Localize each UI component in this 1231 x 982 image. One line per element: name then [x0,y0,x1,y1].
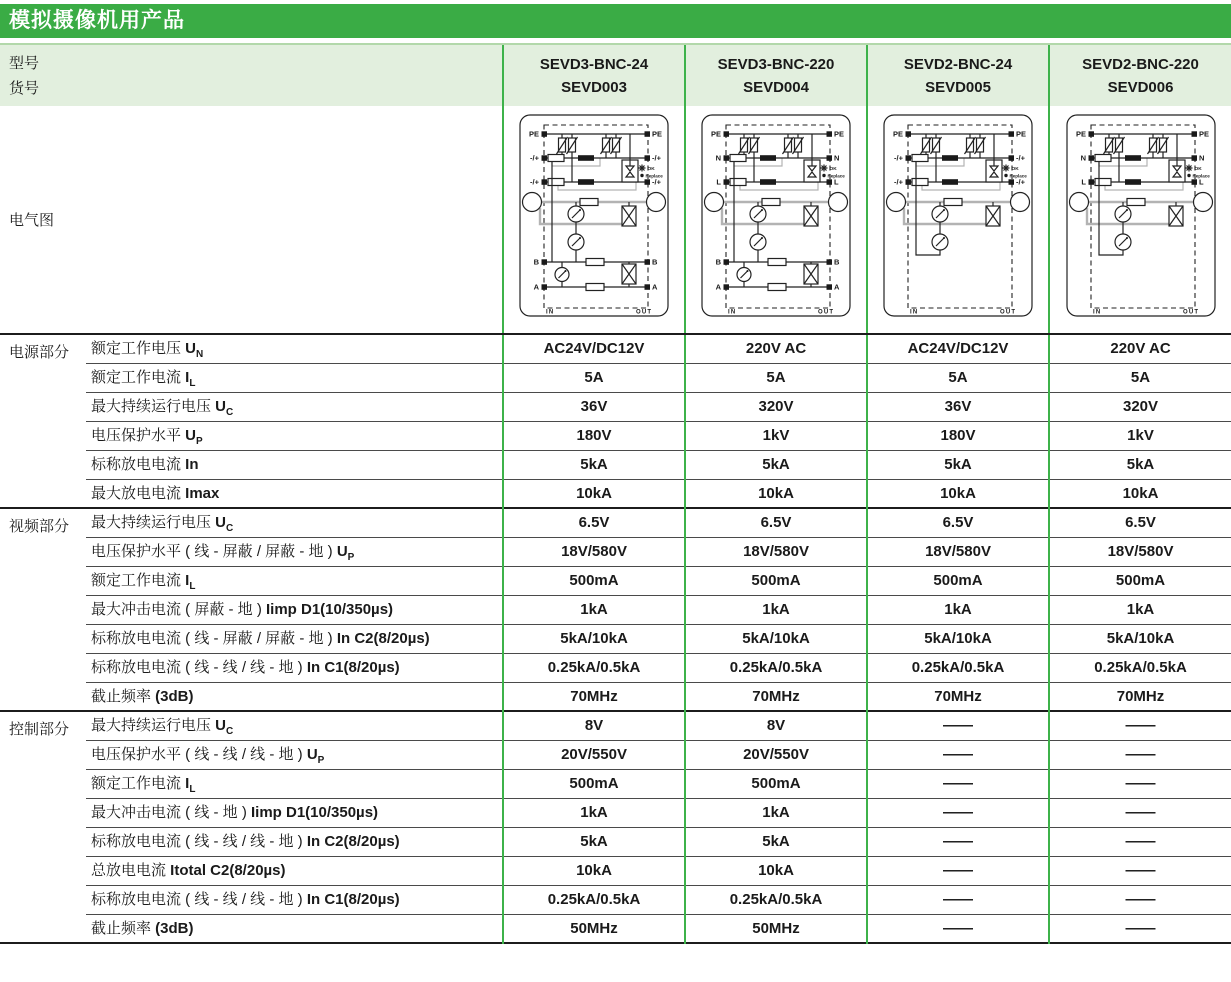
param-label-zh: 最大持续运行电压 [91,398,216,415]
spec-row [0,595,1231,624]
spec-row [0,740,1231,769]
diagram-in-label: IN [1092,309,1101,316]
param-label-subscript: C [226,726,234,738]
terminal-label-right: N [1198,153,1204,163]
value-cell: 20V/550V [685,740,867,769]
param-label [86,334,503,363]
value-cell: AC24V/DC12V [867,334,1049,363]
value-cell: 0.25kA/0.5kA [503,885,685,914]
value-cell: 1kA [867,595,1049,624]
spec-row [0,682,1231,711]
terminal-label-left: PE [1075,129,1086,139]
param-label-zh: 标称放电电流 ( 线 - 线 / 线 - 地 ) [91,833,307,850]
value-cell: 5kA [1049,450,1231,479]
value-cell: 18V/580V [503,537,685,566]
param-label-zh: 额定工作电流 [91,775,186,792]
diagram-out-label: OUT [1000,309,1017,316]
terminal-label-left: A [533,282,540,292]
circuit-diagram-cell-0 [503,106,685,334]
terminal-label-left: PE [529,129,540,139]
spec-row [0,914,1231,943]
terminal-label-left: PE [893,129,904,139]
value-cell: 1kA [1049,595,1231,624]
value-cell: 1kV [685,421,867,450]
param-label-symbol: U [306,746,318,763]
param-label-symbol: Imax [185,484,220,502]
value-cell: 5A [1049,363,1231,392]
param-label [86,624,503,653]
param-label-subscript: N [196,349,204,361]
part-number: SEVD006 [1107,78,1174,96]
spec-row [0,479,1231,508]
spec-row [0,711,1231,740]
model-number: SEVD3-BNC-220 [717,55,835,73]
param-label-symbol: Iimp D1(10/350µs) [251,804,379,821]
circuit-diagram-svg [514,112,674,322]
param-label-zh: 最大冲击电流 ( 线 - 地 ) [91,804,251,821]
value-cell: 5kA [685,450,867,479]
param-label-symbol: Iimp D1(10/350µs) [266,601,394,618]
param-label [86,798,503,827]
value-cell: —— [1049,798,1231,827]
param-label-zh: 标称放电电流 [91,456,186,473]
model-number: SEVD2-BNC-220 [1082,55,1199,73]
section-label-2: 控制部分 [0,711,86,943]
value-cell: 10kA [503,856,685,885]
value-cell: 500mA [503,566,685,595]
param-label-subscript: P [196,436,203,447]
param-label [86,537,503,566]
terminal-label-right: -/+ [1016,177,1025,187]
value-cell: —— [1049,827,1231,856]
param-label-symbol: (3dB) [155,687,194,705]
param-label-symbol: (3dB) [155,919,194,937]
value-cell: 5kA [503,827,685,856]
model-row-label: 型号 [9,54,40,72]
indicator-ok-label: OK [1194,167,1202,172]
indicator-replace-label: Replace [827,173,845,179]
terminal-label-left: -/+ [530,177,540,187]
terminal-label-right: L [834,177,839,187]
param-label-zh: 截止频率 [91,687,156,705]
indicator-ok-label: OK [647,167,655,172]
value-cell: 10kA [503,479,685,508]
param-label-symbol: I [185,775,190,792]
spec-row [0,334,1231,363]
spec-row [0,798,1231,827]
param-label [86,363,503,392]
value-cell: 5kA [867,450,1049,479]
spec-row [0,363,1231,392]
value-cell: 5kA/10kA [867,624,1049,653]
terminal-label-right: L [1198,177,1204,187]
model-number: SEVD3-BNC-24 [539,55,649,73]
value-cell: —— [1049,856,1231,885]
value-cell: —— [867,856,1049,885]
indicator-ok-label: OK [829,167,837,172]
value-cell: 1kV [1049,421,1231,450]
param-label-zh: 标称放电电流 ( 线 - 线 / 线 - 地 ) [91,659,307,676]
value-cell: 0.25kA/0.5kA [685,653,867,682]
spec-row [0,885,1231,914]
value-cell: 500mA [503,769,685,798]
diagram-in-label: IN [728,309,737,316]
terminal-label-right: -/+ [1016,153,1025,163]
value-cell: 18V/580V [685,537,867,566]
param-label-symbol: I [185,369,190,386]
param-label-symbol: In C1(8/20µs) [306,891,400,908]
param-label-symbol: In C1(8/20µs) [306,659,400,676]
diagram-out-label: OUT [1182,309,1199,316]
value-cell: —— [867,914,1049,943]
param-label [86,421,503,450]
diagram-out-label: OUT [636,309,653,316]
value-cell: AC24V/DC12V [503,334,685,363]
value-cell: 180V [867,421,1049,450]
circuit-diagram-cell-2 [867,106,1049,334]
terminal-label-right: PE [1016,129,1027,139]
value-cell: 36V [503,392,685,421]
column-header-0 [503,44,685,106]
param-label-subscript: L [189,784,196,795]
value-cell: 50MHz [503,914,685,943]
value-cell: 5kA/10kA [503,624,685,653]
param-label-subscript: P [317,755,325,766]
section-label-0: 电源部分 [0,334,86,508]
circuit-diagram-cell-3 [1049,106,1231,334]
page-title: 模拟摄像机用产品 [0,4,1231,38]
param-label [86,653,503,682]
value-cell: 36V [867,392,1049,421]
part-number: SEVD004 [743,78,809,96]
diagram-out-label: OUT [818,309,835,316]
spec-row [0,653,1231,682]
diagram-row-label: 电气图 [0,106,503,334]
column-header-1 [685,44,867,106]
spec-row [0,421,1231,450]
model-part-row-labels [0,44,503,106]
terminal-label-left: -/+ [530,153,540,163]
terminal-label-right: PE [834,129,845,139]
param-label-symbol: I [185,572,190,589]
terminal-label-right: A [834,282,840,292]
param-label [86,479,503,508]
spec-row [0,450,1231,479]
value-cell: 50MHz [685,914,867,943]
value-cell: 5A [503,363,685,392]
value-cell: 70MHz [503,682,685,711]
terminal-label-left: N [1080,153,1086,163]
value-cell: 18V/580V [867,537,1049,566]
value-cell: 70MHz [867,682,1049,711]
param-label-symbol: U [215,398,227,415]
param-label-zh: 最大持续运行电压 [91,717,216,735]
value-cell: 6.5V [867,508,1049,537]
value-cell: —— [867,827,1049,856]
terminal-label-left: L [716,177,722,187]
diagram-in-label: IN [910,309,919,316]
terminal-label-left: B [533,257,540,267]
param-label-symbol: In [185,456,199,473]
value-cell: 20V/550V [503,740,685,769]
value-cell: 8V [685,711,867,740]
spec-row [0,856,1231,885]
spec-row [0,392,1231,421]
spec-row [0,566,1231,595]
terminal-label-left: B [715,257,722,267]
param-label-zh: 最大冲击电流 ( 屏蔽 - 地 ) [91,601,266,618]
value-cell: —— [867,798,1049,827]
spec-row [0,624,1231,653]
value-cell: 500mA [685,769,867,798]
diagram-row [0,106,1231,334]
spec-table [0,43,1231,944]
param-label-zh: 额定工作电流 [91,572,186,589]
param-label [86,885,503,914]
model-number: SEVD2-BNC-24 [903,55,1013,73]
value-cell: 1kA [685,595,867,624]
value-cell: 10kA [867,479,1049,508]
param-label-zh: 最大放电电流 [91,484,186,502]
param-label [86,914,503,943]
value-cell: —— [1049,769,1231,798]
terminal-label-right: -/+ [652,153,661,163]
value-cell: 5kA [503,450,685,479]
value-cell: 1kA [503,595,685,624]
terminal-label-right: PE [652,129,663,139]
param-label-symbol: U [185,340,197,358]
value-cell: 6.5V [503,508,685,537]
terminal-label-left: -/+ [894,153,904,163]
circuit-diagram-svg [696,112,856,322]
terminal-label-right: -/+ [652,177,661,187]
param-label-symbol: Itotal C2(8/20µs) [170,862,286,879]
value-cell: 10kA [685,856,867,885]
param-label-zh: 电压保护水平 ( 线 - 屏蔽 / 屏蔽 - 地 ) [91,543,337,560]
param-label-symbol: U [185,427,197,444]
value-cell: 0.25kA/0.5kA [1049,653,1231,682]
value-cell: —— [867,885,1049,914]
value-cell: 500mA [685,566,867,595]
spec-row [0,769,1231,798]
diagram-in-label: IN [546,309,555,316]
param-label-symbol: In C2(8/20µs) [306,833,400,850]
param-label-subscript: P [347,552,355,563]
param-label-subscript: C [226,523,234,535]
value-cell: 180V [503,421,685,450]
param-label [86,769,503,798]
param-label-subscript: C [226,407,234,418]
value-cell: 8V [503,711,685,740]
circuit-diagram-svg [878,112,1038,322]
indicator-ok-label: OK [1011,167,1019,172]
spec-row [0,508,1231,537]
terminal-label-right: PE [1198,129,1209,139]
value-cell: 70MHz [685,682,867,711]
indicator-replace-label: Replace [645,173,663,179]
param-label-subscript: L [189,581,196,592]
param-label [86,595,503,624]
value-cell: 5kA/10kA [685,624,867,653]
param-label-zh: 截止频率 [91,919,156,937]
param-label-symbol: U [215,514,227,532]
value-cell: 5A [867,363,1049,392]
value-cell: 5A [685,363,867,392]
circuit-diagram-svg [1061,112,1221,322]
value-cell: —— [867,769,1049,798]
value-cell: —— [1049,914,1231,943]
value-cell: 500mA [1049,566,1231,595]
indicator-replace-label: Replace [1192,173,1210,179]
terminal-label-left: -/+ [894,177,904,187]
value-cell: 10kA [1049,479,1231,508]
param-label-zh: 标称放电电流 ( 线 - 线 / 线 - 地 ) [91,891,307,908]
param-label [86,740,503,769]
value-cell: 500mA [867,566,1049,595]
param-label [86,856,503,885]
terminal-label-left: L [1080,177,1086,187]
terminal-label-left: N [715,153,722,163]
value-cell: 0.25kA/0.5kA [867,653,1049,682]
value-cell: —— [1049,711,1231,740]
value-cell: 0.25kA/0.5kA [503,653,685,682]
value-cell: 5kA [685,827,867,856]
terminal-label-left: A [715,282,722,292]
part-row-label: 货号 [9,79,40,97]
terminal-label-right: N [834,153,840,163]
value-cell: 320V [685,392,867,421]
spec-row [0,537,1231,566]
value-cell: 1kA [503,798,685,827]
circuit-diagram-cell-1 [685,106,867,334]
param-label [86,682,503,711]
value-cell: 70MHz [1049,682,1231,711]
part-number: SEVD005 [925,78,991,96]
terminal-label-right: B [652,257,658,267]
param-label-zh: 总放电电流 [91,862,171,879]
param-label-zh: 电压保护水平 ( 线 - 线 / 线 - 地 ) [91,746,307,763]
value-cell: 6.5V [1049,508,1231,537]
value-cell: 5kA/10kA [1049,624,1231,653]
column-header-2 [867,44,1049,106]
value-cell: 6.5V [685,508,867,537]
param-label-zh: 标称放电电流 ( 线 - 屏蔽 / 屏蔽 - 地 ) [91,630,337,647]
value-cell: —— [1049,740,1231,769]
table-header-row [0,44,1231,106]
param-label-symbol: U [215,717,227,735]
value-cell: —— [1049,885,1231,914]
terminal-label-left: PE [711,129,722,139]
param-label-zh: 额定工作电压 [91,340,186,358]
value-cell: 0.25kA/0.5kA [685,885,867,914]
param-label [86,450,503,479]
value-cell: 220V AC [685,334,867,363]
param-label [86,827,503,856]
param-label-zh: 最大持续运行电压 [91,514,216,532]
param-label-subscript: L [189,378,196,389]
value-cell: 220V AC [1049,334,1231,363]
param-label [86,392,503,421]
param-label-symbol: U [336,543,348,560]
param-label-zh: 额定工作电流 [91,369,186,386]
param-label-zh: 电压保护水平 [91,427,186,444]
param-label [86,566,503,595]
terminal-label-right: B [834,257,840,267]
value-cell: 18V/580V [1049,537,1231,566]
section-label-1: 视频部分 [0,508,86,711]
terminal-label-right: A [652,282,658,292]
indicator-replace-label: Replace [1009,173,1027,179]
value-cell: —— [867,711,1049,740]
param-label-symbol: In C2(8/20µs) [336,630,430,647]
param-label [86,508,503,537]
param-label [86,711,503,740]
column-header-3 [1049,44,1231,106]
spec-row [0,827,1231,856]
value-cell: 10kA [685,479,867,508]
value-cell: —— [867,740,1049,769]
value-cell: 1kA [685,798,867,827]
value-cell: 320V [1049,392,1231,421]
part-number: SEVD003 [561,78,627,96]
